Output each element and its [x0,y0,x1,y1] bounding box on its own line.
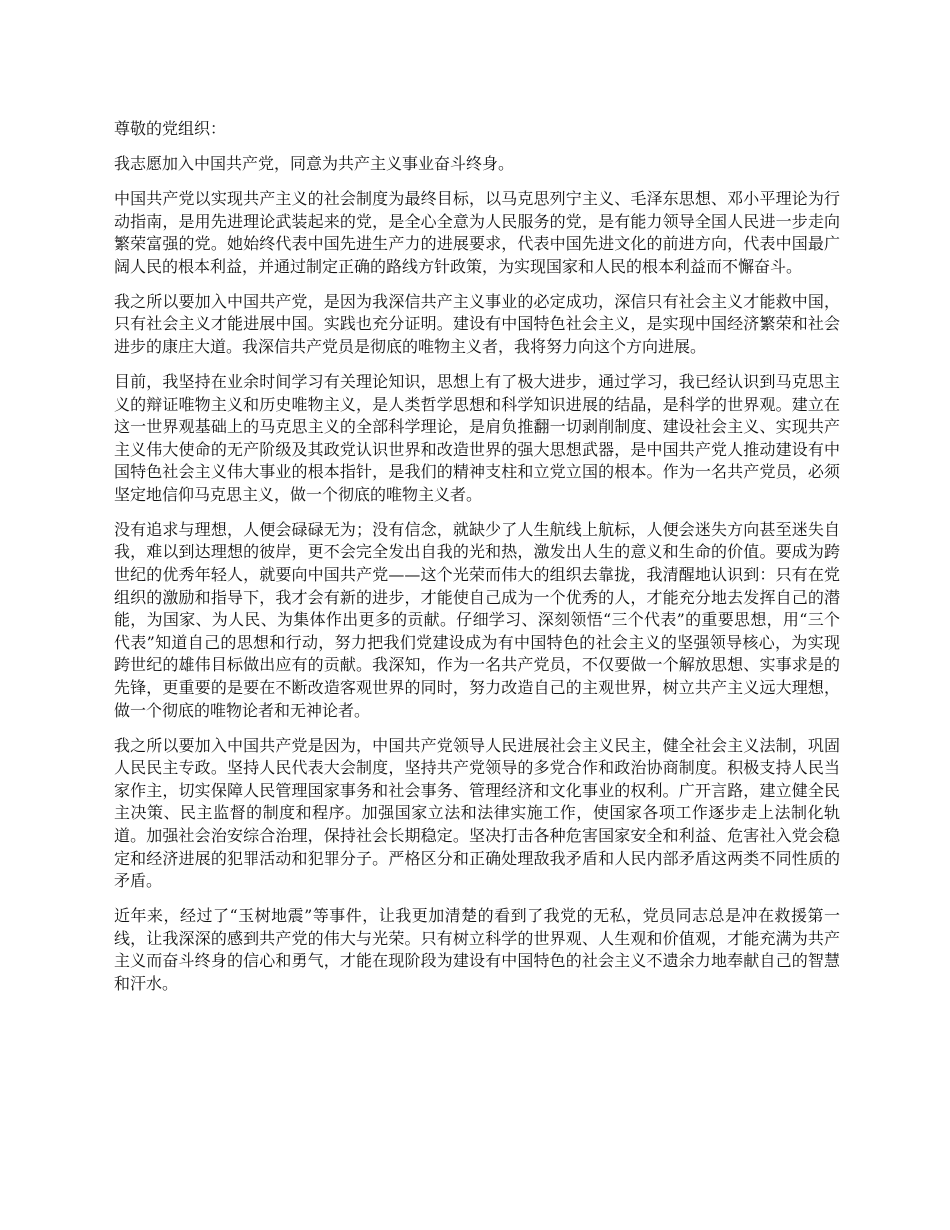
paragraph-party-goal: 中国共产党以实现共产主义的社会制度为最终目标，以马克思列宁主义、毛泽东思想、邓小平理论为行动指南，是用先进理论武装起来的党，是全心全意为人民服务的党，是有能力领导全国人民进一步走向繁荣富强的党。她始终代表中国先进生产力的进展要求，代表中国先进文化的前进方向，代表中国最广阔人民的根本利益，并通过制定正确的路线方针政策，为实现国家和人民的根本利益而不懈奋斗。 [114,188,840,276]
document-body [114,118,840,1008]
paragraph-study-theory: 目前，我坚持在业余时间学习有关理论知识，思想上有了极大进步，通过学习，我已经认识到马克思主义的辩证唯物主义和历史唯物主义，是人类哲学思想和科学知识进展的结晶，是科学的世界观。建立在这一世界观基础上的马克思主义的全部科学理论，是肩负推翻一切剥削制度、建设社会主义、实现共产主义伟大使命的无产阶级及其政党认识世界和改造世界的强大思想武器，是中国共产党人推动建设有中国特色社会主义伟大事业的根本指针，是我们的精神支柱和立党立国的根本。作为一名共产党员，必须坚定地信仰马克思主义，做一个彻底的唯物主义者。 [114,371,840,504]
paragraph-ideals: 没有追求与理想，人便会碌碌无为；没有信念，就缺少了人生航线上航标，人便会迷失方向甚至迷失自我，难以到达理想的彼岸，更不会完全发出自我的光和热，激发出人生的意义和生命的价值。要成为跨世纪的优秀年轻人，就要向中国共产党——这个光荣而伟大的组织去靠拢，我清醒地认识到：只有在党组织的激励和指导下，我才会有新的进步，才能使自己成为一个优秀的人，才能充分地去发挥自己的潜能，为国家、为人民、为集体作出更多的贡献。仔细学习、深刻领悟“三个代表”的重要思想，用“三个代表”知道自己的思想和行动，努力把我们党建设成为有中国特色的社会主义的坚强领导核心，为实现跨世纪的雄伟目标做出应有的贡献。我深知，作为一名共产党员，不仅要做一个解放思想、实事求是的先锋，更重要的是要在不断改造客观世界的同时，努力改造自己的主观世界，树立共产主义远大理想，做一个彻底的唯物论者和无神论者。 [114,519,840,720]
paragraph-recent-events: 近年来，经过了“玉树地震”等事件，让我更加清楚的看到了我党的无私，党员同志总是冲在救援第一线，让我深深的感到共产党的伟大与光荣。只有树立科学的世界观、人生观和价值观，才能充满为共产主义而奋斗终身的信心和勇气，才能在现阶段为建设有中国特色的社会主义不遗余力地奉献自己的智慧和汗水。 [114,906,840,993]
salutation: 尊敬的党组织： [114,119,227,138]
paragraph-reason-democracy: 我之所以要加入中国共产党是因为，中国共产党领导人民进展社会主义民主，健全社会主义法制，巩固人民民主专政。坚持人民代表大会制度，坚持共产党领导的多党合作和政治协商制度。积极支持人民当家作主，切实保障人民管理国家事务和社会事务、管理经济和文化事业的权利。广开言路，建立健全民主决策、民主监督的制度和程序。加强国家立法和法律实施工作，使国家各项工作逐步走上法制化轨道。加强社会治安综合治理，保持社会长期稳定。坚决打击各种危害国家安全和利益、危害社入党会稳定和经济进展的犯罪活动和犯罪分子。严格区分和正确处理敌我矛盾和人民内部矛盾这两类不同性质的矛盾。 [114,735,840,891]
paragraph-pledge: 我志愿加入中国共产党，同意为共产主义事业奋斗终身。 [114,153,515,173]
paragraph-reason-socialism: 我之所以要加入中国共产党，是因为我深信共产主义事业的必定成功，深信只有社会主义才能救中国，只有社会主义才能进展中国。实践也充分证明。建设有中国特色社会主义，是实现中国经济繁荣和社会进步的康庄大道。我深信共产党员是彻底的唯物主义者，我将努力向这个方向进展。 [114,291,840,356]
